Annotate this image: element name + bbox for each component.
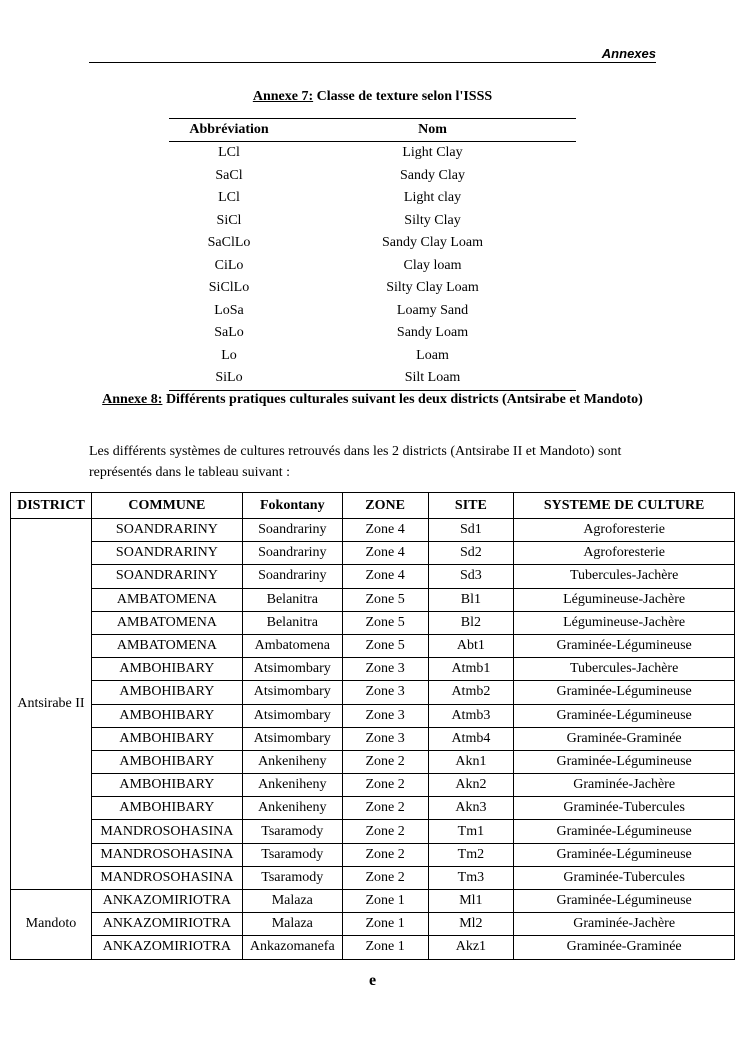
abbreviation-cell: SaClLo	[207, 235, 251, 251]
culture-system-cell: Graminée-Légumineuse	[514, 890, 735, 913]
fokontany-cell: Soandrariny	[242, 565, 342, 588]
table-row	[11, 820, 735, 843]
abbreviation-cell: LCl	[218, 190, 240, 206]
zone-cell: Zone 5	[342, 588, 428, 611]
commune-cell: AMBOHIBARY	[91, 704, 242, 727]
site-cell: Atmb4	[428, 727, 514, 750]
site-cell: Abt1	[428, 634, 514, 657]
culture-system-cell: Agroforesterie	[514, 542, 735, 565]
commune-cell: AMBOHIBARY	[91, 681, 242, 704]
column-header: Abbréviation	[189, 122, 269, 137]
site-cell: Atmb1	[428, 658, 514, 681]
fokontany-cell: Ankeniheny	[242, 750, 342, 773]
commune-cell: ANKAZOMIRIOTRA	[91, 936, 242, 959]
commune-cell: MANDROSOHASINA	[91, 866, 242, 889]
site-cell: Akn1	[428, 750, 514, 773]
table-row	[169, 322, 576, 345]
zone-cell: Zone 2	[342, 774, 428, 797]
abbreviation-cell: SiClLo	[208, 280, 250, 296]
table-row	[11, 542, 735, 565]
zone-cell: Zone 3	[342, 704, 428, 727]
zone-cell: Zone 4	[342, 542, 428, 565]
zone-cell: Zone 4	[342, 519, 428, 542]
zone-cell: Zone 1	[342, 890, 428, 913]
fokontany-cell: Atsimombary	[242, 681, 342, 704]
commune-cell: MANDROSOHASINA	[91, 820, 242, 843]
annex7-title-text: Classe de texture selon l'ISSS	[313, 89, 493, 104]
commune-cell: ANKAZOMIRIOTRA	[91, 913, 242, 936]
fokontany-cell: Ankeniheny	[242, 774, 342, 797]
fokontany-cell: Belanitra	[242, 588, 342, 611]
table-row	[11, 634, 735, 657]
commune-cell: AMBATOMENA	[91, 634, 242, 657]
table-row	[169, 367, 576, 390]
fokontany-cell: Tsaramody	[242, 843, 342, 866]
annex8-title	[100, 391, 645, 409]
zone-cell: Zone 2	[342, 750, 428, 773]
texture-table-header-row	[169, 119, 576, 142]
fokontany-cell: Ambatomena	[242, 634, 342, 657]
abbreviation-cell: Lo	[221, 347, 237, 363]
site-cell: Atmb2	[428, 681, 514, 704]
fokontany-cell: Tsaramody	[242, 820, 342, 843]
table-row	[169, 187, 576, 210]
site-cell: Ml2	[428, 913, 514, 936]
abbreviation-cell: SiCl	[216, 212, 242, 228]
cultural-practices-table	[10, 492, 735, 960]
table-row	[11, 704, 735, 727]
column-header: Nom	[418, 122, 447, 137]
site-cell: Tm3	[428, 866, 514, 889]
name-cell: Light Clay	[402, 145, 463, 161]
zone-cell: Zone 2	[342, 820, 428, 843]
commune-cell: SOANDRARINY	[91, 519, 242, 542]
commune-cell: AMBOHIBARY	[91, 797, 242, 820]
fokontany-cell: Soandrariny	[242, 542, 342, 565]
table-row	[169, 165, 576, 188]
annex7-title	[0, 89, 745, 105]
site-cell: Akn3	[428, 797, 514, 820]
zone-cell: Zone 1	[342, 913, 428, 936]
site-cell: Bl2	[428, 611, 514, 634]
name-cell: Silt Loam	[404, 370, 461, 386]
name-cell: Light clay	[403, 190, 462, 206]
name-cell: Loam	[416, 347, 449, 363]
column-header: SITE	[428, 493, 514, 519]
table-row	[169, 345, 576, 368]
commune-cell: MANDROSOHASINA	[91, 843, 242, 866]
site-cell: Sd1	[428, 519, 514, 542]
abbreviation-cell: CiLo	[214, 257, 244, 273]
commune-cell: AMBOHIBARY	[91, 750, 242, 773]
site-cell: Tm2	[428, 843, 514, 866]
commune-cell: SOANDRARINY	[91, 565, 242, 588]
culture-system-cell: Graminée-Légumineuse	[514, 634, 735, 657]
culture-system-cell: Graminée-Légumineuse	[514, 681, 735, 704]
fokontany-cell: Atsimombary	[242, 658, 342, 681]
zone-cell: Zone 3	[342, 727, 428, 750]
site-cell: Bl1	[428, 588, 514, 611]
culture-system-cell: Légumineuse-Jachère	[514, 611, 735, 634]
culture-system-cell: Graminée-Légumineuse	[514, 750, 735, 773]
fokontany-cell: Malaza	[242, 890, 342, 913]
table-row	[11, 588, 735, 611]
commune-cell: AMBOHIBARY	[91, 658, 242, 681]
table-row	[11, 519, 735, 542]
zone-cell: Zone 2	[342, 797, 428, 820]
texture-table-body	[169, 142, 576, 391]
site-cell: Atmb3	[428, 704, 514, 727]
commune-cell: ANKAZOMIRIOTRA	[91, 890, 242, 913]
site-cell: Ml1	[428, 890, 514, 913]
name-cell: Sandy Clay	[400, 167, 465, 183]
table-row	[169, 232, 576, 255]
fokontany-cell: Atsimombary	[242, 727, 342, 750]
culture-system-cell: Légumineuse-Jachère	[514, 588, 735, 611]
name-cell: Silty Clay	[404, 212, 461, 228]
culture-system-cell: Graminée-Jachère	[514, 913, 735, 936]
table-row	[169, 277, 576, 300]
name-cell: Clay loam	[403, 257, 462, 273]
culture-system-cell: Tubercules-Jachère	[514, 565, 735, 588]
commune-cell: SOANDRARINY	[91, 542, 242, 565]
table-row	[11, 611, 735, 634]
table-row	[11, 774, 735, 797]
name-cell: Silty Clay Loam	[386, 280, 479, 296]
name-cell: Sandy Clay Loam	[381, 235, 484, 251]
fokontany-cell: Soandrariny	[242, 519, 342, 542]
zone-cell: Zone 2	[342, 866, 428, 889]
fokontany-cell: Atsimombary	[242, 704, 342, 727]
table-row	[11, 750, 735, 773]
column-header: Fokontany	[242, 493, 342, 519]
zone-cell: Zone 4	[342, 565, 428, 588]
abbreviation-cell: SaCl	[215, 167, 243, 183]
commune-cell: AMBATOMENA	[91, 588, 242, 611]
fokontany-cell: Ankazomanefa	[242, 936, 342, 959]
fokontany-cell: Ankeniheny	[242, 797, 342, 820]
name-cell: Sandy Loam	[396, 325, 469, 341]
abbreviation-cell: LoSa	[214, 302, 244, 318]
practices-table-header-row	[11, 493, 735, 519]
commune-cell: AMBATOMENA	[91, 611, 242, 634]
abbreviation-cell: SiLo	[215, 370, 243, 386]
culture-system-cell: Graminée-Légumineuse	[514, 704, 735, 727]
table-row	[11, 727, 735, 750]
table-row	[169, 210, 576, 233]
column-header: DISTRICT	[11, 493, 92, 519]
fokontany-cell: Malaza	[242, 913, 342, 936]
culture-system-cell: Graminée-Tubercules	[514, 866, 735, 889]
culture-system-cell: Tubercules-Jachère	[514, 658, 735, 681]
column-header: ZONE	[342, 493, 428, 519]
table-row	[11, 936, 735, 959]
zone-cell: Zone 5	[342, 611, 428, 634]
header-section-title: Annexes	[601, 46, 656, 61]
commune-cell: AMBOHIBARY	[91, 774, 242, 797]
culture-system-cell: Graminée-Légumineuse	[514, 843, 735, 866]
column-header: SYSTEME DE CULTURE	[514, 493, 735, 519]
page-number: e	[368, 972, 377, 989]
page-header	[89, 46, 656, 63]
district-cell: Antsirabe II	[11, 519, 92, 890]
commune-cell: AMBOHIBARY	[91, 727, 242, 750]
annex8-title-text: Différents pratiques culturales suivant les deux districts (Antsirabe et Mandoto)	[162, 392, 643, 407]
table-row	[11, 866, 735, 889]
culture-system-cell: Graminée-Graminée	[514, 727, 735, 750]
zone-cell: Zone 2	[342, 843, 428, 866]
abbreviation-cell: LCl	[218, 145, 240, 161]
culture-system-cell: Graminée-Graminée	[514, 936, 735, 959]
district-cell: Mandoto	[11, 890, 92, 960]
table-row	[169, 300, 576, 323]
column-header: COMMUNE	[91, 493, 242, 519]
zone-cell: Zone 1	[342, 936, 428, 959]
zone-cell: Zone 3	[342, 681, 428, 704]
zone-cell: Zone 3	[342, 658, 428, 681]
zone-cell: Zone 5	[342, 634, 428, 657]
site-cell: Akz1	[428, 936, 514, 959]
table-row	[11, 843, 735, 866]
fokontany-cell: Tsaramody	[242, 866, 342, 889]
table-row	[11, 658, 735, 681]
abbreviation-cell: SaLo	[214, 325, 244, 341]
site-cell: Tm1	[428, 820, 514, 843]
practices-table-body	[11, 519, 735, 960]
fokontany-cell: Belanitra	[242, 611, 342, 634]
table-row	[11, 565, 735, 588]
table-row	[11, 890, 735, 913]
name-cell: Loamy Sand	[396, 302, 469, 318]
table-row	[11, 797, 735, 820]
culture-system-cell: Graminée-Tubercules	[514, 797, 735, 820]
culture-system-cell: Graminée-Jachère	[514, 774, 735, 797]
site-cell: Akn2	[428, 774, 514, 797]
annex8-label: Annexe 8:	[102, 392, 163, 407]
culture-system-cell: Agroforesterie	[514, 519, 735, 542]
culture-system-cell: Graminée-Légumineuse	[514, 820, 735, 843]
site-cell: Sd3	[428, 565, 514, 588]
texture-class-table	[169, 118, 576, 391]
table-row	[169, 255, 576, 278]
annex7-label: Annexe 7:	[252, 89, 314, 104]
intro-paragraph: Les différents systèmes de cultures retrouvés dans les 2 districts (Antsirabe II et Mandoto) sont représentés dans le tableau suivant :	[89, 444, 622, 480]
site-cell: Sd2	[428, 542, 514, 565]
table-row	[11, 913, 735, 936]
table-row	[169, 142, 576, 165]
table-row	[11, 681, 735, 704]
